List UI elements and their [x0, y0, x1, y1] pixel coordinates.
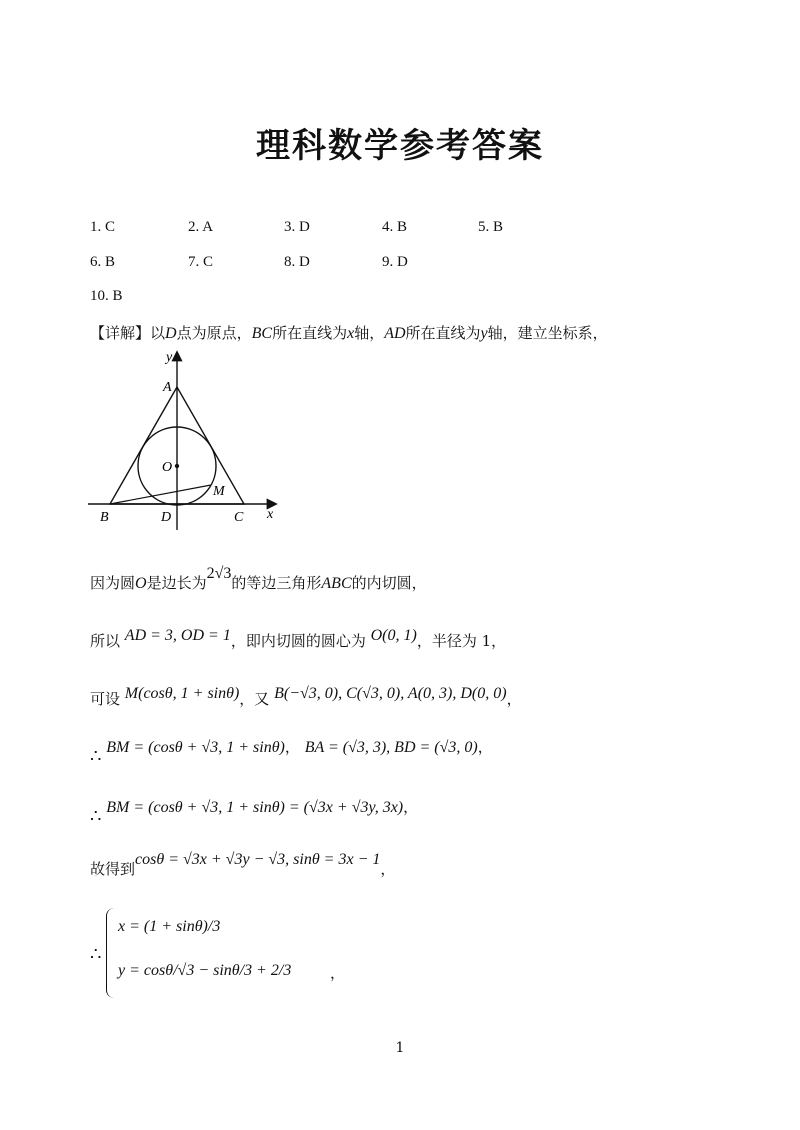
- label-a: A: [163, 380, 172, 395]
- system-eq-1: x = (1 + sinθ)/3: [118, 918, 221, 935]
- label-x: x: [267, 507, 274, 522]
- system-comma: ，: [330, 964, 346, 982]
- answer-item: 1. C: [90, 219, 116, 235]
- page-number: 1: [395, 1040, 405, 1056]
- answer-item: 5. B: [478, 219, 504, 235]
- answer-item: 10. B: [90, 288, 123, 304]
- label-b: B: [100, 510, 109, 525]
- center-point: [175, 464, 179, 468]
- label-c: C: [234, 510, 244, 525]
- answer-item: 7. C: [188, 254, 214, 270]
- solution-line-6: 故得到cosθ = √3x + √3y − √3, sinθ = 3x − 1，: [90, 851, 396, 878]
- label-o: O: [162, 460, 173, 475]
- geometry-figure: [80, 345, 290, 535]
- answer-item: 3. D: [284, 219, 310, 235]
- therefore-symbol: ∴: [90, 944, 102, 965]
- answer-item: 4. B: [382, 219, 408, 235]
- page-title: 理科数学参考答案: [256, 126, 544, 166]
- detail-line: 【详解】以D点为原点，BC所在直线为x轴，AD所在直线为y轴，建立坐标系，: [90, 324, 608, 342]
- detail-label: 【详解】: [90, 324, 151, 342]
- solution-line-1: 因为圆O是边长为2√3的等边三角形ABC的内切圆，: [90, 565, 427, 592]
- label-y: y: [166, 350, 173, 365]
- solution-line-4: ∴ BM = (cosθ + √3, 1 + sinθ)， BA = (√3, 3), BD = (√3, 0)，: [90, 738, 493, 767]
- answer-item: 2. A: [188, 219, 214, 235]
- system-eq-2: y = cosθ/√3 − sinθ/3 + 2/3: [118, 962, 292, 979]
- solution-line-3: 可设 M(cosθ, 1 + sinθ)，又 B(−√3, 0), C(√3, 0), A(0, 3), D(0, 0)，: [90, 685, 522, 708]
- solution-line-5: ∴ BM = (cosθ + √3, 1 + sinθ) = (√3x + √3y, 3x)，: [90, 798, 419, 827]
- answer-item: 8. D: [284, 254, 310, 270]
- answer-item: 9. D: [382, 254, 408, 270]
- brace: [106, 908, 117, 998]
- answer-item: 6. B: [90, 254, 116, 270]
- solution-line-2: 所以 AD = 3, OD = 1，即内切圆的圆心为 O(0, 1)，半径为 1，: [90, 627, 507, 650]
- label-d: D: [161, 510, 172, 525]
- label-m: M: [213, 484, 225, 499]
